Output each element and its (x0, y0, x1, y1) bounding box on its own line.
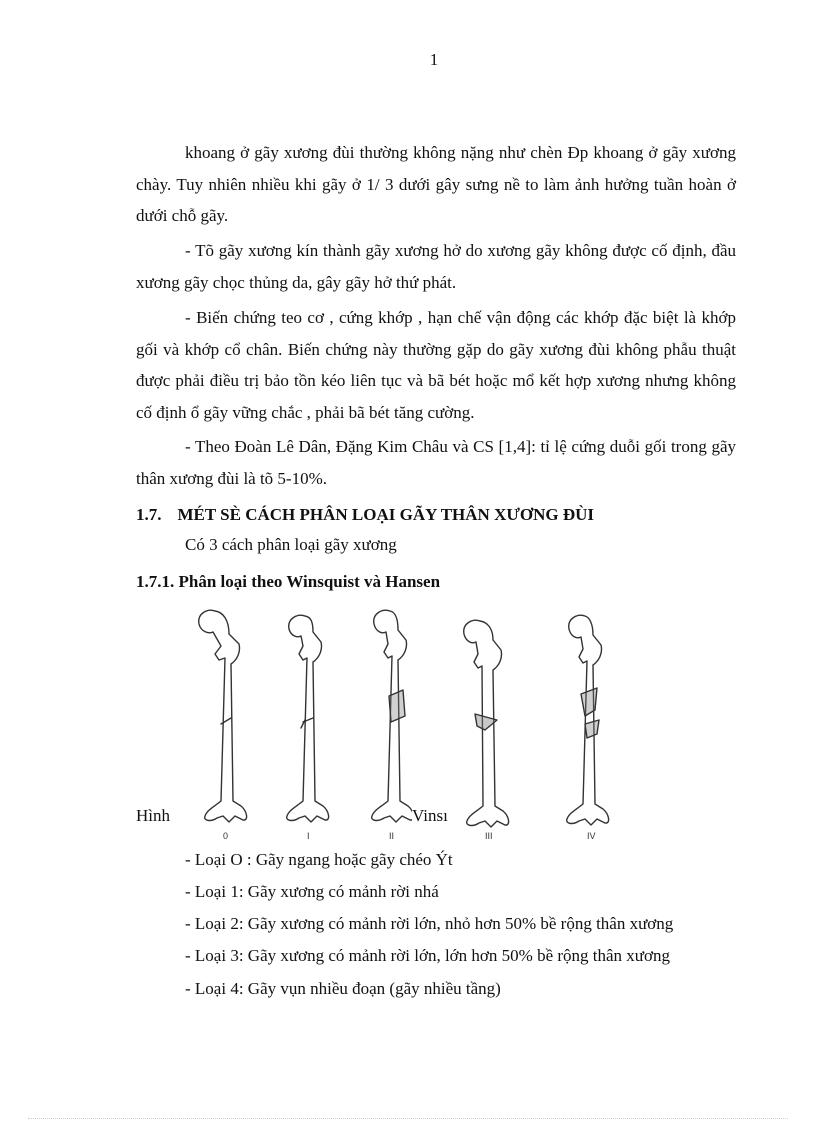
femur-type-4 (567, 615, 609, 825)
page-number: 1 (429, 50, 439, 69)
paragraph-text: - Tõ gãy xương kín thành gãy xương hở do xương gãy không được cố định, đầu xương gãy chọc thủng da, gây gãy hở thứ phát. (136, 241, 736, 292)
figure-label-1: I (307, 831, 310, 841)
type-item-4: - Loại 4: Gãy vụn nhiều đoạn (gãy nhiều tầng) (185, 979, 501, 998)
femur-type-1 (287, 615, 329, 822)
figure-caption-right: Vinsı (412, 806, 452, 826)
type-item-2: - Loại 2: Gãy xương có mảnh rời lớn, nhỏ hơn 50% bề rộng thân xương (185, 914, 674, 933)
figure-label-2: II (389, 831, 395, 841)
section-title: MÉT SÈ CÁCH PHÂN LOẠI GÃY THÂN XƯƠNG ĐÙI (177, 505, 595, 524)
paragraph-complications (136, 302, 736, 428)
femur-type-0 (199, 610, 247, 822)
section-intro: Có 3 cách phân loại gãy xương (185, 535, 397, 554)
figure-label-3: III (485, 831, 493, 841)
type-item-3: - Loại 3: Gãy xương có mảnh rời lớn, lớn hơn 50% bề rộng thân xương (185, 946, 671, 965)
subsection-heading: 1.7.1. Phân loại theo Winsquist và Hansen (136, 572, 441, 591)
type-item-1: - Loại 1: Gãy xương có mảnh rời nhá (185, 882, 439, 901)
section-number: 1.7. (136, 505, 162, 524)
paragraph-text: - Theo Đoàn Lê Dân, Đặng Kim Châu và CS [1,4]: tỉ lệ cứng duỗi gối trong gãy thân xương đùi là tõ 5-10%. (136, 437, 736, 488)
type-item-0: - Loại O : Gãy ngang hoặc gãy chéo Ýt (185, 850, 453, 869)
femur-type-2 (372, 610, 414, 822)
figure-caption-left: Hình (136, 806, 170, 825)
paragraph-open-fracture (136, 235, 736, 298)
femur-fracture-figure (185, 606, 630, 842)
section-heading (136, 505, 594, 525)
page-bottom-divider (28, 1118, 788, 1119)
figure-label-0: 0 (223, 831, 229, 841)
paragraph-text: - Biến chứng teo cơ , cứng khớp , hạn chế vận động các khớp đặc biệt là khớp gối và khớp cổ chân. Biến chứng này thường gặp do gãy xương đùi không phẫu thuật được phải điều trị bảo tồn kéo liên tục và bã bét hoặc mổ kết hợp xương nhưng không cố định ổ gãy vững chắc , phải bã bét tăng cường. (136, 308, 736, 422)
paragraph-text: khoang ở gãy xương đùi thường không nặng như chèn Ðp khoang ở gãy xương chày. Tuy nhiên nhiều khi gãy ở 1/ 3 dưới gây sưng nề to làm ảnh hưởng tuần hoàn ở dưới chỗ gãy. (136, 143, 736, 225)
paragraph-stiffness-rate (136, 431, 736, 494)
figure-label-4: IV (587, 831, 596, 841)
femur-type-3 (464, 620, 509, 827)
paragraph-compartment (136, 137, 736, 232)
